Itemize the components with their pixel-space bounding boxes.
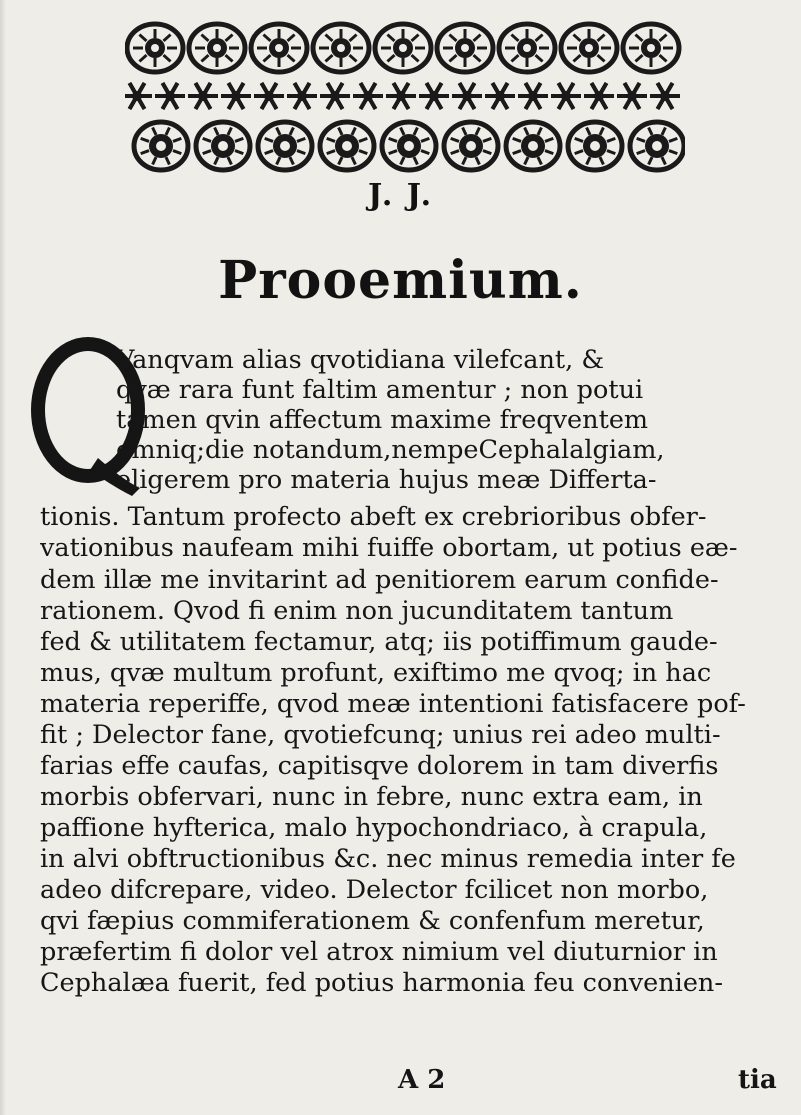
ornament-star [518,83,548,109]
ornament-rosette [251,24,307,72]
text-line: fed & utilitatem fectamur, atq; iis potiffimum gaude- [40,627,718,657]
ornament-star [254,83,284,109]
text-line: omniq;die notandum,nempeCephalalgiam, [116,435,665,465]
ornament-rosette [499,24,555,72]
ornament-star [125,83,152,109]
text-line: qvæ rara funt faltim amentur ; non potui [116,375,644,405]
ornament-rosette [189,24,245,72]
text-line: paffione hyfterica, malo hypochondriaco, à crapula, [40,813,708,843]
text-line: Cephalæa fuerit, fed potius harmonia feu convenien- [40,968,723,998]
ornament-star [188,83,218,109]
text-line: materia reperiffe, qvod meæ intentioni fatisfacere pof- [40,689,746,719]
text-line: præfertim fi dolor vel atrox nimium vel diuturnior in [40,937,718,967]
ornament-star [320,83,350,109]
ornament-star [155,83,185,109]
ornament-star [386,83,416,109]
catchword: tia [738,1065,777,1095]
ornament-rosette [630,122,684,170]
text-line: eligerem pro materia hujus meæ Differta- [116,465,657,495]
ornament-star [584,83,614,109]
ornament-rosette [313,24,369,72]
ornament-rosette [561,24,617,72]
signature-mark: J. J. [367,178,434,213]
initial-letter-text: Q [88,430,89,431]
ornament-star [650,83,680,109]
ornament-rosette [437,24,493,72]
ornament-star [617,83,647,109]
ornament-rosette [127,24,183,72]
ornament-star [353,83,383,109]
text-line: dem illæ me invitarint ad penitiorem earum confide- [40,565,719,595]
text-line: farias effe caufas, capitisqve dolorem in tam diverfis [40,751,719,781]
signature-footer: A 2 [398,1065,446,1095]
text-line: in alvi obftructionibus &c. nec minus remedia inter fe [40,844,736,874]
text-line: fit ; Delector fane, qvotiefcunq; unius rei adeo multi- [40,720,721,750]
text-line: tamen qvin affectum maxime freqventem [116,405,649,435]
text-line: mus, qvæ multum profunt, exiftimo me qvoq; in hac [40,658,712,688]
ornament-rosette [320,122,374,170]
text-line: vationibus naufeam mihi fuiffe obortam, ut potius eæ- [40,533,738,563]
binding-shadow [0,0,6,1115]
ornament-star [287,83,317,109]
ornament-rosette [623,24,679,72]
ornament-star [419,83,449,109]
ornament-rosette [444,122,498,170]
headpiece-ornament [125,18,685,178]
ornament-rosette [382,122,436,170]
page-title: Prooemium. [218,250,583,311]
ornament-star [452,83,482,109]
text-line: morbis obfervari, nunc in febre, nunc extra eam, in [40,782,703,812]
ornament-rosette [258,122,312,170]
ornament-star [221,83,251,109]
ornament-rosette [134,122,188,170]
ornament-rosette [375,24,431,72]
ornament-star [551,83,581,109]
text-line: tionis. Tantum profecto abeft ex crebrioribus obfer- [40,502,707,532]
ornament-rosette [196,122,250,170]
text-line: rationem. Qvod fi enim non jucunditatem tantum [40,596,674,626]
text-line: qvi fæpius commiferationem & confenfum meretur, [40,906,705,936]
ornament-rosette [506,122,560,170]
text-line: adeo difcrepare, video. Delector fcilicet non morbo, [40,875,709,905]
text-line: Vanqvam alias qvotidiana vilefcant, & [116,345,605,375]
ornament-rosette [568,122,622,170]
ornament-star [485,83,515,109]
